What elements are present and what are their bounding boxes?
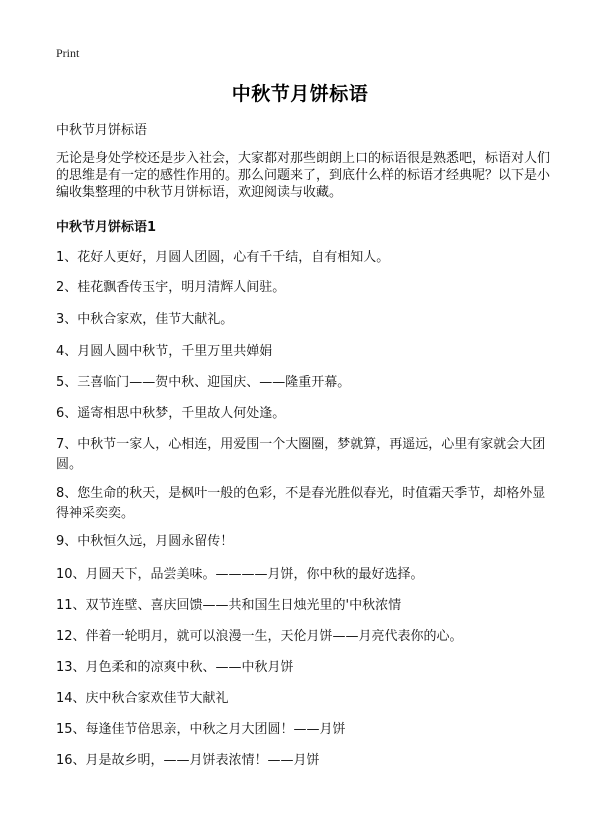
intro-paragraph: 无论是身处学校还是步入社会，大家都对那些朗朗上口的标语很是熟悉吧，标语对人们的思维是有一定的感性作用的。那么问题来了，到底什么样的标语才经典呢？以下是小编收集整理的中秋节月饼标语，欢迎阅读与收藏。 (56, 151, 551, 200)
list-item: 15、每逢佳节倍思亲，中秋之月大团圆！——月饼 (56, 722, 346, 737)
list-item: 4、月圆人圆中秋节，千里万里共婵娟 (56, 344, 273, 359)
list-item: 16、月是故乡明，——月饼表浓情！——月饼 (56, 753, 320, 768)
print-link[interactable]: Print (56, 46, 80, 60)
list-item: 13、月色柔和的凉爽中秋、——中秋月饼 (56, 660, 294, 675)
section-heading: 中秋节月饼标语1 (56, 220, 157, 235)
list-item: 6、遥寄相思中秋梦，千里故人何处逢。 (56, 406, 286, 421)
list-item: 11、双节连壁、喜庆回馈——共和国生日烛光里的'中秋浓情 (56, 598, 402, 613)
list-item: 7、中秋节一家人，心相连，用爱围一个大圈圈，梦就算，再遥远，心里有家就会大团圆。 (56, 437, 546, 472)
list-item: 5、三喜临门——贺中秋、迎国庆、——隆重开幕。 (56, 375, 351, 390)
list-item: 3、中秋合家欢，佳节大献礼。 (56, 312, 234, 327)
subtitle: 中秋节月饼标语 (56, 123, 148, 138)
list-item: 9、中秋恒久远，月圆永留传！ (56, 534, 234, 549)
page-title: 中秋节月饼标语 (231, 83, 369, 105)
list-item: 12、伴着一轮明月，就可以浪漫一生，天伦月饼——月亮代表你的心。 (56, 629, 463, 644)
list-item: 8、您生命的秋天，是枫叶一般的色彩，不是春光胜似春光，时值霜天季节，却格外显得神采奕奕。 (56, 486, 546, 521)
list-item: 1、花好人更好，月圆人团圆，心有千千结，自有相知人。 (56, 250, 390, 265)
list-item: 10、月圆天下，品尝美味。————月饼，你中秋的最好选择。 (56, 567, 424, 582)
list-item: 2、桂花飘香传玉宇，明月清辉人间驻。 (56, 280, 286, 295)
list-item: 14、庆中秋合家欢佳节大献礼 (56, 691, 229, 706)
